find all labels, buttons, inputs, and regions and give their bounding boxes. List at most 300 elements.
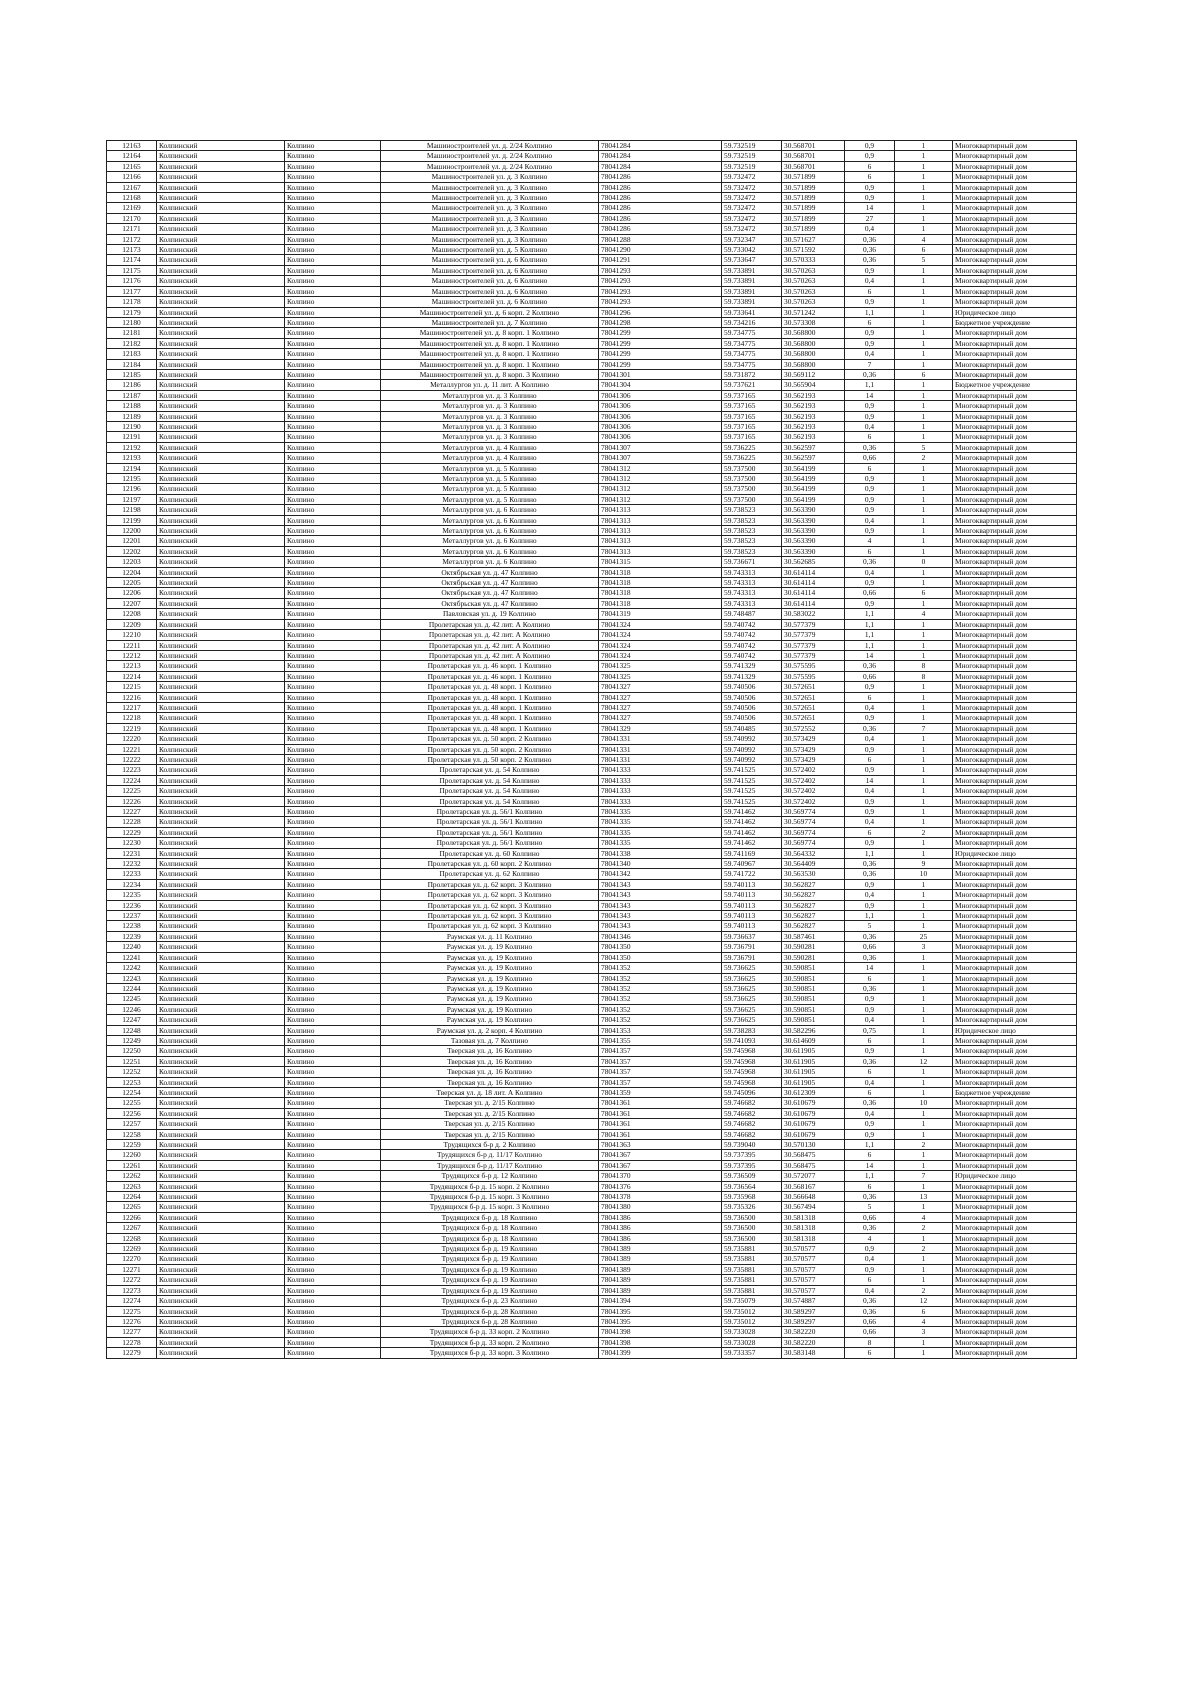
table-row [107,879,1077,889]
type-cell: Многоквартирный дом [953,671,1077,681]
address-cell: Тверская ул. д. 2/15 Колпино [381,1098,599,1108]
code-cell: 78041394 [599,1296,722,1306]
row-number-cell: 12269 [107,1244,157,1254]
row-number-cell: 12261 [107,1160,157,1170]
latitude-cell: 59.732519 [722,151,782,161]
row-number-cell: 12209 [107,619,157,629]
volume-cell: 0,36 [845,661,895,671]
longitude-cell: 30.583148 [782,1348,845,1358]
table-row [107,141,1077,151]
longitude-cell: 30.562685 [782,557,845,567]
code-cell: 78041293 [599,276,722,286]
code-cell: 78041327 [599,692,722,702]
count-cell: 8 [895,671,953,681]
volume-cell: 1,1 [845,1171,895,1181]
table-row [107,515,1077,525]
count-cell: 1 [895,682,953,692]
volume-cell: 0,36 [845,1098,895,1108]
volume-cell: 0,4 [845,702,895,712]
address-cell: Октябрьская ул. д. 47 Колпино [381,598,599,608]
locality-cell: Колпино [285,349,381,359]
longitude-cell: 30.564199 [782,494,845,504]
volume-cell: 6 [845,692,895,702]
code-cell: 78041386 [599,1223,722,1233]
locality-cell: Колпино [285,1077,381,1087]
longitude-cell: 30.567494 [782,1202,845,1212]
district-cell: Колпинский [157,911,285,921]
code-cell: 78041399 [599,1348,722,1358]
district-cell: Колпинский [157,848,285,858]
address-cell: Металлургов ул. д. 6 Колпино [381,546,599,556]
code-cell: 78041335 [599,838,722,848]
address-cell: Металлургов ул. д. 3 Колпино [381,411,599,421]
type-cell: Многоквартирный дом [953,505,1077,515]
address-cell: Пролетарская ул. д. 48 корп. 1 Колпино [381,723,599,733]
code-cell: 78041389 [599,1264,722,1274]
district-cell: Колпинский [157,494,285,504]
address-cell: Тверская ул. д. 16 Колпино [381,1046,599,1056]
locality-cell: Колпино [285,1296,381,1306]
locality-cell: Колпино [285,442,381,452]
code-cell: 78041286 [599,224,722,234]
table-row [107,609,1077,619]
type-cell: Многоквартирный дом [953,1254,1077,1264]
count-cell: 1 [895,307,953,317]
row-number-cell: 12212 [107,650,157,660]
locality-cell: Колпино [285,890,381,900]
volume-cell: 1,1 [845,609,895,619]
row-number-cell: 12233 [107,869,157,879]
longitude-cell: 30.570333 [782,255,845,265]
count-cell: 10 [895,869,953,879]
row-number-cell: 12197 [107,494,157,504]
address-cell: Пролетарская ул. д. 48 корп. 1 Колпино [381,692,599,702]
address-cell: Трудящихся б-р д. 33 корп. 2 Колпино [381,1337,599,1347]
code-cell: 78041386 [599,1233,722,1243]
locality-cell: Колпино [285,317,381,327]
locality-cell: Колпино [285,390,381,400]
latitude-cell: 59.737395 [722,1160,782,1170]
longitude-cell: 30.570263 [782,265,845,275]
count-cell: 3 [895,1327,953,1337]
volume-cell: 0,4 [845,1285,895,1295]
longitude-cell: 30.590851 [782,1004,845,1014]
row-number-cell: 12210 [107,630,157,640]
district-cell: Колпинский [157,588,285,598]
volume-cell: 7 [845,359,895,369]
type-cell: Многоквартирный дом [953,557,1077,567]
volume-cell: 0,36 [845,1056,895,1066]
longitude-cell: 30.611905 [782,1056,845,1066]
address-cell: Металлургов ул. д. 3 Колпино [381,421,599,431]
district-cell: Колпинский [157,213,285,223]
row-number-cell: 12228 [107,817,157,827]
district-cell: Колпинский [157,640,285,650]
latitude-cell: 59.740113 [722,890,782,900]
row-number-cell: 12250 [107,1046,157,1056]
type-cell: Многоквартирный дом [953,432,1077,442]
latitude-cell: 59.736625 [722,973,782,983]
address-cell: Тазовая ул. д. 7 Колпино [381,1035,599,1045]
count-cell: 1 [895,1015,953,1025]
district-cell: Колпинский [157,983,285,993]
latitude-cell: 59.735881 [722,1275,782,1285]
code-cell: 78041398 [599,1327,722,1337]
row-number-cell: 12239 [107,931,157,941]
volume-cell: 6 [845,172,895,182]
row-number-cell: 12176 [107,276,157,286]
type-cell: Многоквартирный дом [953,328,1077,338]
district-cell: Колпинский [157,1264,285,1274]
locality-cell: Колпино [285,286,381,296]
longitude-cell: 30.571899 [782,172,845,182]
code-cell: 78041343 [599,879,722,889]
locality-cell: Колпино [285,1171,381,1181]
code-cell: 78041355 [599,1035,722,1045]
longitude-cell: 30.569774 [782,838,845,848]
longitude-cell: 30.562193 [782,390,845,400]
locality-cell: Колпино [285,723,381,733]
latitude-cell: 59.741722 [722,869,782,879]
longitude-cell: 30.568701 [782,161,845,171]
longitude-cell: 30.610679 [782,1119,845,1129]
table-row [107,838,1077,848]
latitude-cell: 59.737621 [722,380,782,390]
row-number-cell: 12258 [107,1129,157,1139]
type-cell: Многоквартирный дом [953,1056,1077,1066]
district-cell: Колпинский [157,713,285,723]
row-number-cell: 12195 [107,474,157,484]
address-cell: Трудящихся б-р д. 15 корп. 3 Колпино [381,1202,599,1212]
code-cell: 78041312 [599,474,722,484]
type-cell: Многоквартирный дом [953,1285,1077,1295]
volume-cell: 14 [845,1160,895,1170]
code-cell: 78041286 [599,203,722,213]
count-cell: 1 [895,911,953,921]
address-cell: Трудящихся б-р д. 2 Колпино [381,1140,599,1150]
type-cell: Многоквартирный дом [953,359,1077,369]
latitude-cell: 59.741169 [722,848,782,858]
locality-cell: Колпино [285,421,381,431]
code-cell: 78041307 [599,453,722,463]
row-number-cell: 12213 [107,661,157,671]
row-number-cell: 12188 [107,401,157,411]
code-cell: 78041312 [599,484,722,494]
table-row [107,1015,1077,1025]
code-cell: 78041286 [599,172,722,182]
district-cell: Колпинский [157,817,285,827]
count-cell: 1 [895,619,953,629]
district-cell: Колпинский [157,650,285,660]
volume-cell: 0,9 [845,578,895,588]
latitude-cell: 59.735881 [722,1264,782,1274]
code-cell: 78041343 [599,911,722,921]
type-cell: Многоквартирный дом [953,349,1077,359]
volume-cell: 0,9 [845,765,895,775]
address-cell: Машиностроителей ул. д. 6 Колпино [381,265,599,275]
address-cell: Металлургов ул. д. 4 Колпино [381,453,599,463]
address-cell: Пролетарская ул. д. 42 лит. А Колпино [381,650,599,660]
row-number-cell: 12229 [107,827,157,837]
district-cell: Колпинский [157,328,285,338]
type-cell: Многоквартирный дом [953,536,1077,546]
address-cell: Металлургов ул. д. 6 Колпино [381,557,599,567]
row-number-cell: 12247 [107,1015,157,1025]
district-cell: Колпинский [157,224,285,234]
table-row [107,661,1077,671]
address-cell: Трудящихся б-р д. 19 Колпино [381,1275,599,1285]
longitude-cell: 30.614114 [782,598,845,608]
address-cell: Машиностроителей ул. д. 6 Колпино [381,286,599,296]
latitude-cell: 59.732472 [722,224,782,234]
longitude-cell: 30.569774 [782,817,845,827]
district-cell: Колпинский [157,609,285,619]
latitude-cell: 59.737395 [722,1150,782,1160]
address-cell: Пролетарская ул. д. 56/1 Колпино [381,838,599,848]
latitude-cell: 59.733891 [722,286,782,296]
count-cell: 1 [895,1233,953,1243]
volume-cell: 0,4 [845,1254,895,1264]
address-cell: Раумская ул. д. 19 Колпино [381,983,599,993]
count-cell: 1 [895,1129,953,1139]
row-number-cell: 12224 [107,775,157,785]
type-cell: Многоквартирный дом [953,484,1077,494]
table-row [107,421,1077,431]
address-cell: Машиностроителей ул. д. 3 Колпино [381,224,599,234]
volume-cell: 0,66 [845,453,895,463]
row-number-cell: 12166 [107,172,157,182]
count-cell: 12 [895,1056,953,1066]
longitude-cell: 30.568701 [782,141,845,151]
longitude-cell: 30.590851 [782,983,845,993]
locality-cell: Колпино [285,213,381,223]
latitude-cell: 59.740742 [722,630,782,640]
row-number-cell: 12191 [107,432,157,442]
code-cell: 78041306 [599,411,722,421]
table-row [107,474,1077,484]
volume-cell: 0,9 [845,338,895,348]
locality-cell: Колпино [285,578,381,588]
volume-cell: 0,9 [845,141,895,151]
code-cell: 78041286 [599,213,722,223]
district-cell: Колпинский [157,952,285,962]
code-cell: 78041367 [599,1160,722,1170]
longitude-cell: 30.569112 [782,369,845,379]
type-cell: Многоквартирный дом [953,172,1077,182]
table-row [107,1275,1077,1285]
locality-cell: Колпино [285,921,381,931]
district-cell: Колпинский [157,963,285,973]
code-cell: 78041313 [599,536,722,546]
address-cell: Трудящихся б-р д. 11/17 Колпино [381,1160,599,1170]
latitude-cell: 59.736500 [722,1212,782,1222]
table-row [107,1223,1077,1233]
code-cell: 78041389 [599,1275,722,1285]
row-number-cell: 12275 [107,1306,157,1316]
address-cell: Машиностроителей ул. д. 5 Колпино [381,245,599,255]
address-cell: Машиностроителей ул. д. 2/24 Колпино [381,141,599,151]
locality-cell: Колпино [285,1056,381,1066]
longitude-cell: 30.571899 [782,182,845,192]
latitude-cell: 59.733891 [722,276,782,286]
volume-cell: 6 [845,1087,895,1097]
latitude-cell: 59.739040 [722,1140,782,1150]
volume-cell: 0,9 [845,682,895,692]
latitude-cell: 59.732472 [722,172,782,182]
locality-cell: Колпино [285,630,381,640]
type-cell: Многоквартирный дом [953,245,1077,255]
count-cell: 1 [895,879,953,889]
locality-cell: Колпино [285,1327,381,1337]
address-cell: Пролетарская ул. д. 62 корп. 3 Колпино [381,879,599,889]
district-cell: Колпинский [157,578,285,588]
code-cell: 78041333 [599,765,722,775]
code-cell: 78041312 [599,494,722,504]
table-body [107,141,1077,1359]
latitude-cell: 59.736625 [722,963,782,973]
longitude-cell: 30.611905 [782,1067,845,1077]
volume-cell: 0,9 [845,526,895,536]
latitude-cell: 59.745096 [722,1087,782,1097]
address-cell: Машиностроителей ул. д. 8 корп. 1 Колпино [381,338,599,348]
locality-cell: Колпино [285,297,381,307]
volume-cell: 14 [845,963,895,973]
latitude-cell: 59.740506 [722,682,782,692]
type-cell: Многоквартирный дом [953,151,1077,161]
longitude-cell: 30.590851 [782,1015,845,1025]
locality-cell: Колпино [285,900,381,910]
code-cell: 78041380 [599,1202,722,1212]
latitude-cell: 59.735881 [722,1254,782,1264]
latitude-cell: 59.740992 [722,744,782,754]
table-row [107,994,1077,1004]
row-number-cell: 12203 [107,557,157,567]
volume-cell: 0,36 [845,869,895,879]
volume-cell: 14 [845,775,895,785]
address-cell: Пролетарская ул. д. 56/1 Колпино [381,817,599,827]
longitude-cell: 30.563390 [782,546,845,556]
type-cell: Многоквартирный дом [953,713,1077,723]
count-cell: 1 [895,317,953,327]
row-number-cell: 12273 [107,1285,157,1295]
volume-cell: 0,36 [845,723,895,733]
longitude-cell: 30.571899 [782,193,845,203]
longitude-cell: 30.574887 [782,1296,845,1306]
locality-cell: Колпино [285,245,381,255]
district-cell: Колпинский [157,1223,285,1233]
code-cell: 78041293 [599,297,722,307]
row-number-cell: 12262 [107,1171,157,1181]
address-cell: Павловская ул. д. 19 Колпино [381,609,599,619]
latitude-cell: 59.741525 [722,786,782,796]
volume-cell: 0,36 [845,859,895,869]
row-number-cell: 12223 [107,765,157,775]
code-cell: 78041299 [599,359,722,369]
latitude-cell: 59.735881 [722,1244,782,1254]
address-cell: Машиностроителей ул. д. 6 Колпино [381,255,599,265]
code-cell: 78041335 [599,827,722,837]
district-cell: Колпинский [157,453,285,463]
volume-cell: 0,9 [845,994,895,1004]
district-cell: Колпинский [157,1087,285,1097]
type-cell: Многоквартирный дом [953,942,1077,952]
row-number-cell: 12238 [107,921,157,931]
volume-cell: 0,9 [845,1264,895,1274]
address-cell: Трудящихся б-р д. 15 корп. 3 Колпино [381,1192,599,1202]
type-cell: Многоквартирный дом [953,796,1077,806]
table-row [107,744,1077,754]
latitude-cell: 59.736625 [722,1015,782,1025]
volume-cell: 0,36 [845,557,895,567]
table-row [107,692,1077,702]
table-row [107,1348,1077,1358]
volume-cell: 0,9 [845,1129,895,1139]
code-cell: 78041335 [599,817,722,827]
code-cell: 78041291 [599,255,722,265]
volume-cell: 0,75 [845,1025,895,1035]
count-cell: 1 [895,265,953,275]
locality-cell: Колпино [285,1285,381,1295]
locality-cell: Колпино [285,775,381,785]
address-cell: Машиностроителей ул. д. 8 корп. 1 Колпино [381,359,599,369]
document-page [106,140,1077,1359]
district-cell: Колпинский [157,1150,285,1160]
address-cell: Пролетарская ул. д. 56/1 Колпино [381,807,599,817]
longitude-cell: 30.577379 [782,630,845,640]
address-cell: Пролетарская ул. д. 46 корп. 1 Колпино [381,661,599,671]
code-cell: 78041313 [599,505,722,515]
locality-cell: Колпино [285,1129,381,1139]
type-cell: Многоквартирный дом [953,1192,1077,1202]
volume-cell: 0,66 [845,1212,895,1222]
address-cell: Трудящихся б-р д. 28 Колпино [381,1306,599,1316]
row-number-cell: 12196 [107,484,157,494]
district-cell: Колпинский [157,401,285,411]
address-cell: Трудящихся б-р д. 19 Колпино [381,1254,599,1264]
table-row [107,328,1077,338]
row-number-cell: 12168 [107,193,157,203]
volume-cell: 0,4 [845,421,895,431]
locality-cell: Колпино [285,1244,381,1254]
district-cell: Колпинский [157,380,285,390]
type-cell: Многоквартирный дом [953,1275,1077,1285]
longitude-cell: 30.570263 [782,276,845,286]
latitude-cell: 59.746682 [722,1119,782,1129]
district-cell: Колпинский [157,931,285,941]
volume-cell: 0,9 [845,193,895,203]
code-cell: 78041290 [599,245,722,255]
row-number-cell: 12189 [107,411,157,421]
code-cell: 78041306 [599,421,722,431]
table-row [107,682,1077,692]
row-number-cell: 12208 [107,609,157,619]
address-cell: Пролетарская ул. д. 54 Колпино [381,765,599,775]
code-cell: 78041306 [599,390,722,400]
code-cell: 78041353 [599,1025,722,1035]
latitude-cell: 59.740742 [722,640,782,650]
latitude-cell: 59.738523 [722,536,782,546]
count-cell: 10 [895,1098,953,1108]
longitude-cell: 30.570263 [782,286,845,296]
latitude-cell: 59.732472 [722,203,782,213]
row-number-cell: 12183 [107,349,157,359]
count-cell: 1 [895,650,953,660]
address-cell: Раумская ул. д. 19 Колпино [381,963,599,973]
code-cell: 78041324 [599,619,722,629]
code-cell: 78041359 [599,1087,722,1097]
district-cell: Колпинский [157,921,285,931]
latitude-cell: 59.736500 [722,1233,782,1243]
